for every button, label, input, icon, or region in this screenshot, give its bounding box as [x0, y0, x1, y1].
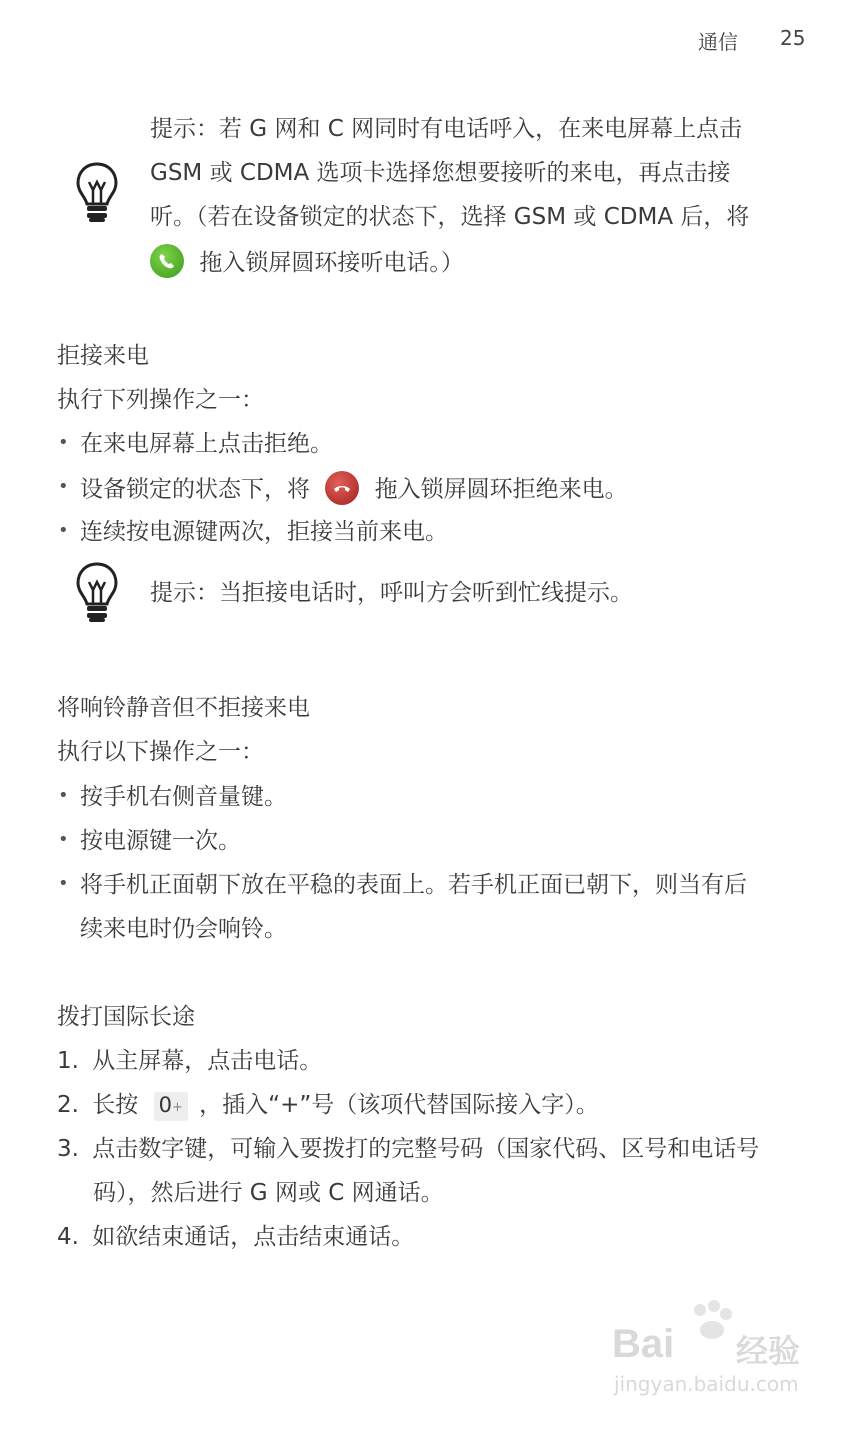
bullet: •: [58, 785, 69, 806]
mute-intro: 执行以下操作之一：: [57, 739, 264, 765]
reject-tip: 提示：当拒接电话时，呼叫方会听到忙线提示。: [150, 580, 633, 606]
reject-item-1: 在来电屏幕上点击拒绝。: [80, 431, 333, 457]
step-3-cont: 码），然后进行 G 网或 C 网通话。: [93, 1180, 444, 1206]
step-text-before: 长按: [92, 1092, 139, 1118]
bullet: •: [58, 829, 69, 850]
mute-heading: 将响铃静音但不拒接来电: [57, 695, 310, 721]
bullet: •: [58, 873, 69, 894]
page-number: 25: [780, 26, 806, 50]
watermark-brand: Bai: [612, 1322, 675, 1366]
mute-item-3-cont: 续来电时仍会响铃。: [80, 916, 287, 942]
reject-item-2-text-a: 设备锁定的状态下，将: [80, 476, 310, 503]
step-text: 从主屏幕，点击电话。: [92, 1048, 323, 1074]
step-number: 4.: [57, 1224, 79, 1250]
key-sub: +: [171, 1100, 183, 1115]
reject-heading: 拒接来电: [57, 343, 149, 369]
step-text: 点击数字键，可输入要拨打的完整号码（国家代码、区号和电话号: [92, 1136, 760, 1162]
tip1-line-1: 提示：若 G 网和 C 网同时有电话呼入，在来电屏幕上点击: [150, 116, 743, 142]
step-number: 1.: [57, 1048, 79, 1074]
mute-item-3: 将手机正面朝下放在平稳的表面上。若手机正面已朝下，则当有后: [80, 872, 747, 898]
step-4: [57, 1222, 414, 1252]
step-text: 如欲结束通话，点击结束通话。: [92, 1224, 415, 1250]
baidu-watermark: [608, 1300, 808, 1400]
mute-item-2: 按电源键一次。: [80, 828, 241, 854]
section-title: 通信: [698, 30, 738, 54]
step-number: 3.: [57, 1136, 79, 1162]
tip1-line-3: 听。（若在设备锁定的状态下，选择 GSM 或 CDMA 后，将: [150, 204, 750, 230]
mute-item-1: 按手机右侧音量键。: [80, 784, 287, 810]
zero-plus-key-icon: [154, 1092, 188, 1121]
decline-call-icon: [325, 471, 359, 505]
key-main: 0: [158, 1093, 172, 1117]
step-number: 2.: [57, 1092, 79, 1118]
bullet: •: [58, 476, 69, 497]
intl-heading: 拨打国际长途: [57, 1004, 195, 1030]
step-2: [57, 1090, 599, 1121]
reject-item-2-text-b: 拖入锁屏圆环拒绝来电。: [374, 476, 628, 503]
tip1-line-4: [150, 246, 464, 280]
reject-item-2: [80, 473, 628, 507]
answer-call-icon: [150, 244, 184, 278]
lightbulb-icon: [74, 560, 120, 628]
tip1-line-4-text: 拖入锁屏圆环接听电话。）: [199, 249, 464, 276]
step-3: [57, 1134, 759, 1164]
lightbulb-icon: [74, 160, 120, 228]
watermark-url: jingyan.baidu.com: [614, 1372, 799, 1396]
reject-intro: 执行下列操作之一：: [57, 387, 264, 413]
bullet: •: [58, 520, 69, 541]
bullet: •: [58, 432, 69, 453]
tip1-line-2: GSM 或 CDMA 选项卡选择您想要接听的来电，再点击接: [150, 160, 731, 186]
watermark-brand-cn: 经验: [736, 1332, 801, 1370]
step-text-after: ，插入“+”号（该项代替国际接入字）。: [199, 1092, 599, 1118]
step-1: [57, 1046, 322, 1076]
reject-item-3: 连续按电源键两次，拒接当前来电。: [80, 519, 448, 545]
